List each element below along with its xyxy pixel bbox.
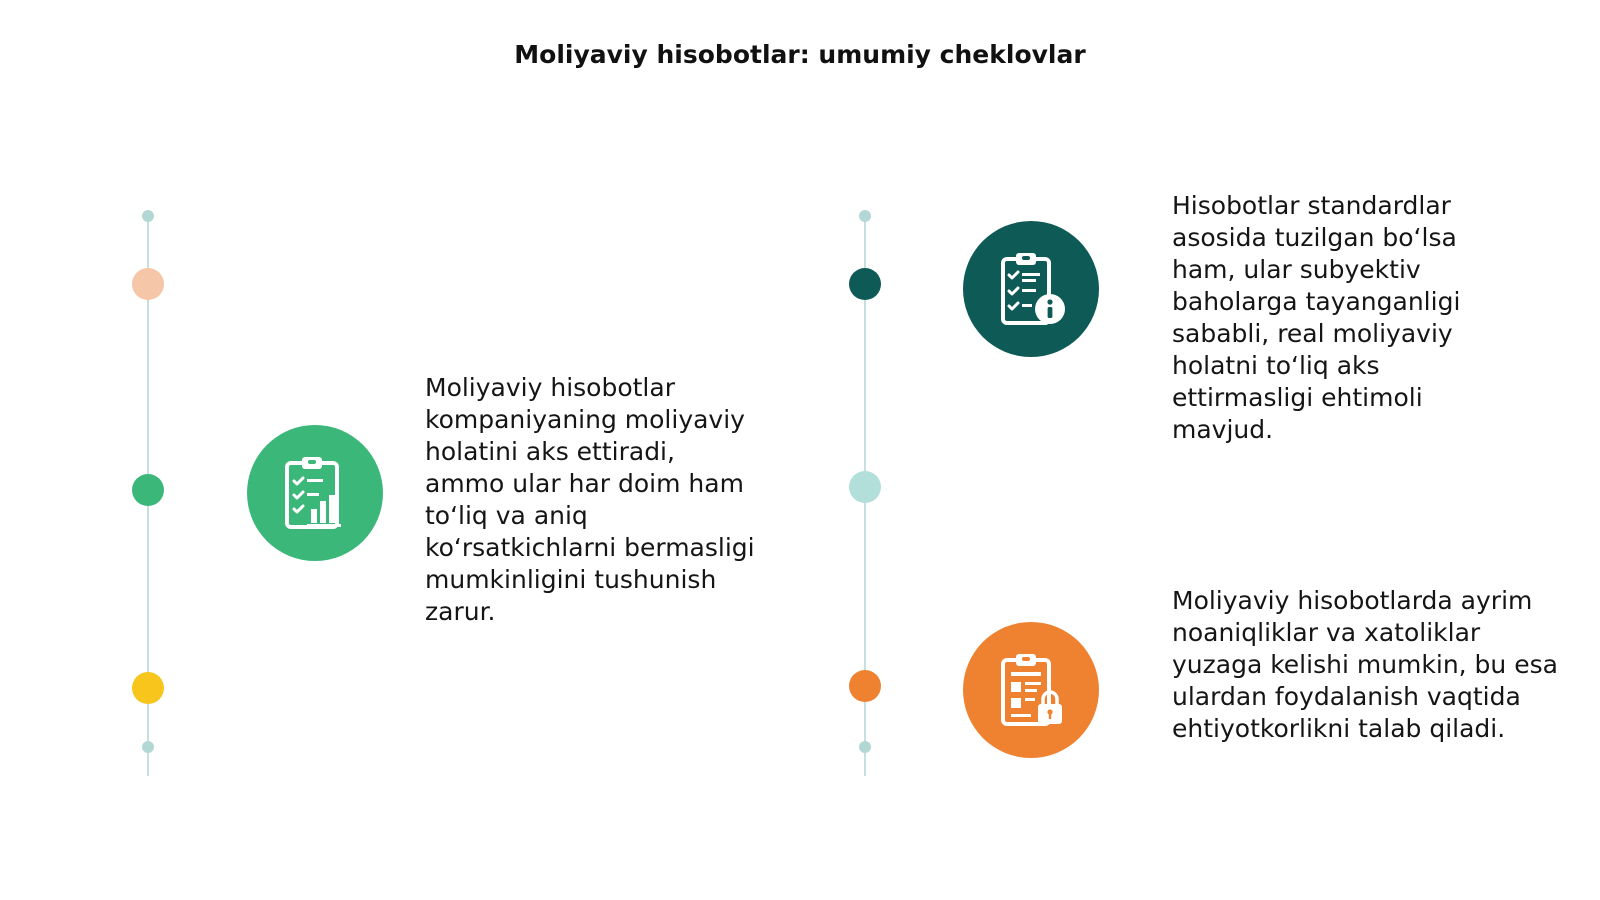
timeline-dot-dark-teal [849, 268, 881, 300]
timeline-end-dot [859, 741, 871, 753]
item-3-text: Moliyaviy hisobotlarda ayrim noaniqliklar va xatoliklar yuzaga kelishi mumkin, bu esa ulardan foydalanish vaqtida ehtiyotkorlikni talab qiladi. [1172, 586, 1558, 743]
timeline-dot-light-teal [849, 471, 881, 503]
timeline-dot-peach [132, 268, 164, 300]
clipboard-info-icon [989, 247, 1073, 331]
right-timeline [845, 216, 885, 776]
timeline-dot-orange [849, 670, 881, 702]
page-title: Moliyaviy hisobotlar: umumiy cheklovlar [514, 40, 1086, 69]
timeline-dot-yellow [132, 672, 164, 704]
timeline-start-dot [859, 210, 871, 222]
item-1-text: Moliyaviy hisobotlar kompaniyaning moliyaviy holatini aks ettiradi, ammo ular har doim ham to‘liq va aniq ko‘rsatkichlarni bermasligi mumkinligini tushunish zarur. [425, 373, 755, 626]
timeline-end-dot [142, 741, 154, 753]
item-2-icon-circle [963, 221, 1099, 357]
timeline-start-dot [142, 210, 154, 222]
item-2-text: Hisobotlar standardlar asosida tuzilgan bo‘lsa ham, ular subyektiv baholarga tayanganligi sababli, real moliyaviy holatni to‘liq aks ettirmasligi ehtimoli mavjud. [1172, 191, 1461, 444]
item-3-icon-circle [963, 622, 1099, 758]
clipboard-lock-icon [989, 648, 1073, 732]
timeline-dot-green [132, 474, 164, 506]
left-timeline [128, 216, 168, 776]
clipboard-chart-icon [273, 451, 357, 535]
item-1-icon-circle [247, 425, 383, 561]
